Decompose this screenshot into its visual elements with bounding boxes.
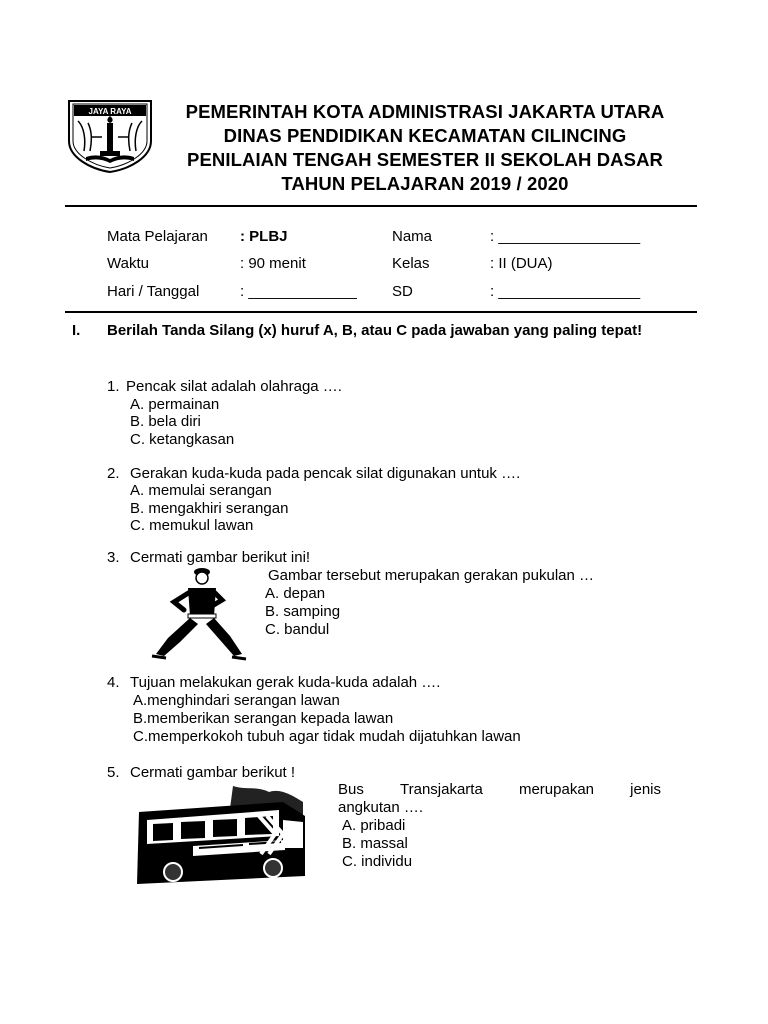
school-blank: : _________________ — [490, 283, 641, 300]
question-3-text: Cermati gambar berikut ini! — [130, 549, 311, 566]
duration-value: : 90 menit — [240, 255, 306, 272]
question-5-number: 5. — [107, 764, 120, 781]
question-1-option-a: A. permainan — [130, 396, 220, 413]
question-5-option-b: B. massal — [342, 835, 408, 852]
header-title-block — [150, 100, 700, 196]
question-2-text: Gerakan kuda-kuda pada pencak silat digunakan untuk …. — [130, 465, 521, 482]
name-blank: : _________________ — [490, 228, 641, 245]
question-3-option-b: B. samping — [265, 603, 341, 620]
question-1-number: 1. — [107, 378, 120, 395]
subject-value: : PLBJ — [240, 228, 288, 245]
transjakarta-bus-photo — [133, 784, 308, 884]
question-1-option-b: B. bela diri — [130, 413, 201, 430]
subject-label: Mata Pelajaran — [107, 228, 208, 245]
question-4-option-c: C.memperkokoh tubuh agar tidak mudah dijatuhkan lawan — [133, 728, 521, 745]
name-label: Nama — [392, 228, 433, 245]
question-5-text: Cermati gambar berikut ! — [130, 764, 296, 781]
question-2-option-b: B. mengakhiri serangan — [130, 500, 289, 517]
question-4-option-b: B.memberikan serangan kepada lawan — [133, 710, 394, 727]
header-line-department: DINAS PENDIDIKAN KECAMATAN CILINCING — [223, 125, 627, 146]
question-5-stem-word: jenis — [630, 781, 661, 798]
jakarta-emblem-logo — [66, 99, 154, 173]
question-5-stem-word: Bus — [338, 781, 364, 798]
question-3-stem: Gambar tersebut merupakan gerakan pukulan … — [268, 567, 595, 584]
question-2-option-c: C. memukul lawan — [130, 517, 254, 534]
question-3-number: 3. — [107, 549, 120, 566]
question-4-text: Tujuan melakukan gerak kuda-kuda adalah …. — [130, 674, 441, 691]
class-label: Kelas — [392, 255, 430, 272]
question-3-option-a: A. depan — [265, 585, 326, 602]
header-line-school-year: TAHUN PELAJARAN 2019 / 2020 — [281, 173, 569, 194]
martial-artist-stance-illustration — [150, 566, 250, 666]
duration-label: Waktu — [107, 255, 149, 272]
date-blank: : _____________ — [240, 283, 357, 300]
question-3-option-c: C. bandul — [265, 621, 330, 638]
question-1-option-c: C. ketangkasan — [130, 431, 235, 448]
question-5-stem-line-1 — [338, 781, 661, 799]
date-label: Hari / Tanggal — [107, 283, 200, 300]
question-1-text: Pencak silat adalah olahraga …. — [126, 378, 342, 395]
question-5-stem-line-2: angkutan …. — [338, 799, 424, 816]
svg-text:JAYA RAYA: JAYA RAYA — [88, 107, 132, 116]
header-line-government: PEMERINTAH KOTA ADMINISTRASI JAKARTA UTARA — [185, 101, 665, 122]
question-4-option-a: A.menghindari serangan lawan — [133, 692, 340, 709]
header-divider — [65, 205, 697, 207]
section-instruction: Berilah Tanda Silang (x) huruf A, B, atau C pada jawaban yang paling tepat! — [107, 322, 643, 339]
question-4-number: 4. — [107, 674, 120, 691]
question-5-stem-word: Transjakarta — [400, 781, 483, 798]
school-label: SD — [392, 283, 413, 300]
identity-divider — [65, 311, 697, 313]
section-number: I. — [72, 322, 81, 339]
class-value: : II (DUA) — [490, 255, 553, 272]
header-line-assessment: PENILAIAN TENGAH SEMESTER II SEKOLAH DASAR — [187, 149, 663, 170]
question-2-option-a: A. memulai serangan — [130, 482, 272, 499]
question-5-option-c: C. individu — [342, 853, 413, 870]
question-5-option-a: A. pribadi — [342, 817, 406, 834]
question-5-stem-word: merupakan — [518, 781, 594, 798]
question-2-number: 2. — [107, 465, 120, 482]
